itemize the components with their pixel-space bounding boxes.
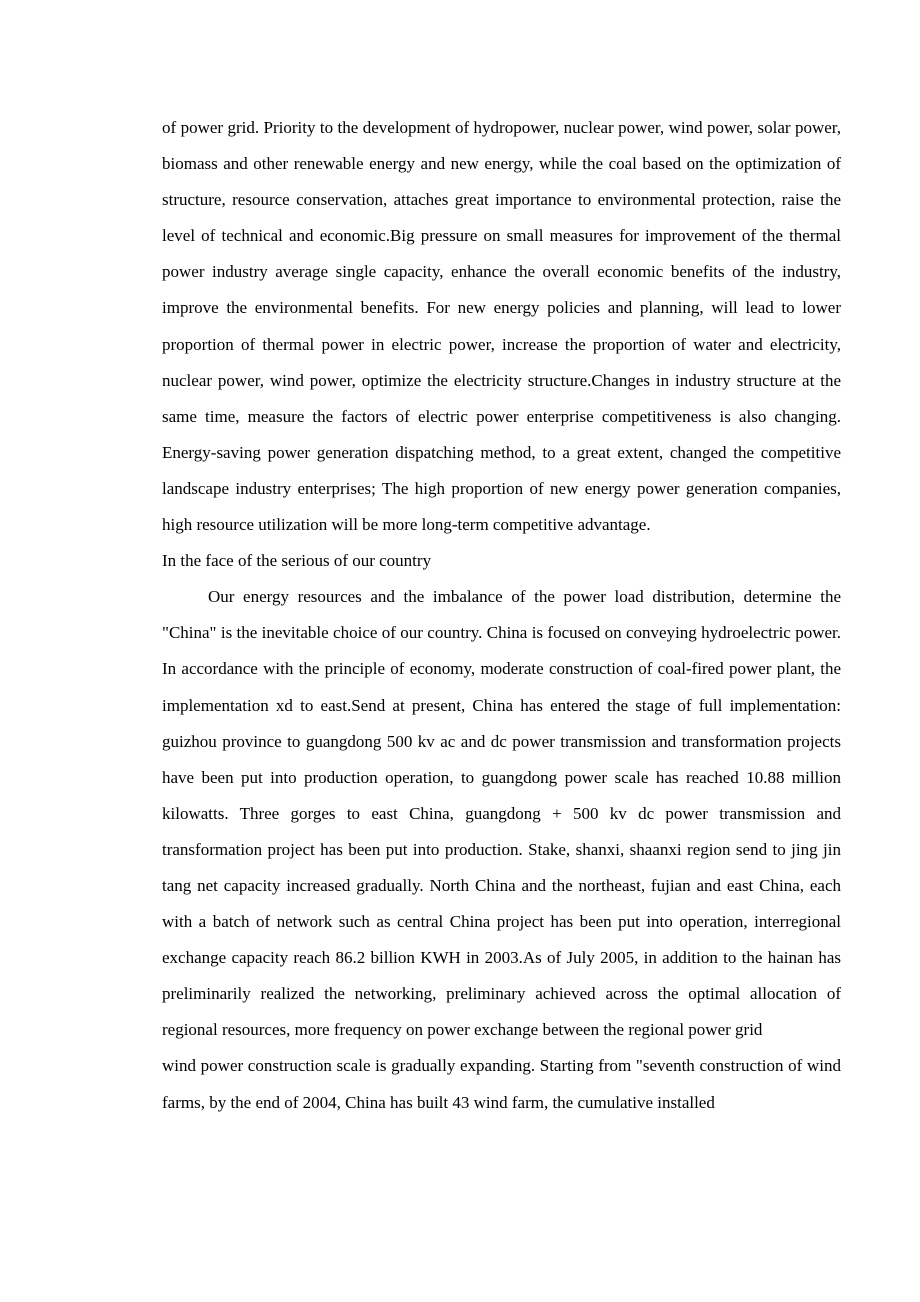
paragraph-energy-resources: Our energy resources and the imbalance of the power load distribution, determine the "China" is the inevitable choice of our country. China is focused on conveying hydroelectric power. In accordance with the principle of economy, moderate construction of coal-fired power plant, the implementation xd to east.Send at present, China has entered the stage of full implementation: guizhou province to guangdong 500 kv ac and dc power transmission and transformation projects have been put into production operation, to guangdong power scale has reached 10.88 million kilowatts. Three gorges to east China, guangdong + 500 kv dc power transmission and transformation project has been put into production. Stake, shanxi, shaanxi region send to jing jin tang net capacity increased gradually. North China and the northeast, fujian and east China, each with a batch of network such as central China project has been put into operation, interregional exchange capacity reach 86.2 billion KWH in 2003.As of July 2005, in addition to the hainan has preliminarily realized the networking, preliminary achieved across the optimal allocation of regional resources, more frequency on power exchange between the regional power grid xyxy=(162,587,841,1040)
section-heading: In the face of the serious of our country xyxy=(162,551,432,571)
paragraph-wind-power: wind power construction scale is gradually expanding. Starting from "seventh construction of wind farms, by the end of 2004, China has built 43 wind farm, the cumulative installed xyxy=(162,1056,841,1112)
paragraph-grid-policy: of power grid. Priority to the development of hydropower, nuclear power, wind power, solar power, biomass and other renewable energy and new energy, while the coal based on the optimization of structure, resource conservation, attaches great importance to environmental protection, raise the level of technical and economic.Big pressure on small measures for improvement of the thermal power industry average single capacity, enhance the overall economic benefits of the industry, improve the environmental benefits. For new energy policies and planning, will lead to lower proportion of thermal power in electric power, increase the proportion of water and electricity, nuclear power, wind power, optimize the electricity structure.Changes in industry structure at the same time, measure the factors of electric power enterprise competitiveness is also changing. Energy-saving power generation dispatching method, to a great extent, changed the competitive landscape industry enterprises; The high proportion of new energy power generation companies, high resource utilization will be more long-term competitive advantage. xyxy=(162,118,841,535)
body-text xyxy=(162,110,841,1121)
